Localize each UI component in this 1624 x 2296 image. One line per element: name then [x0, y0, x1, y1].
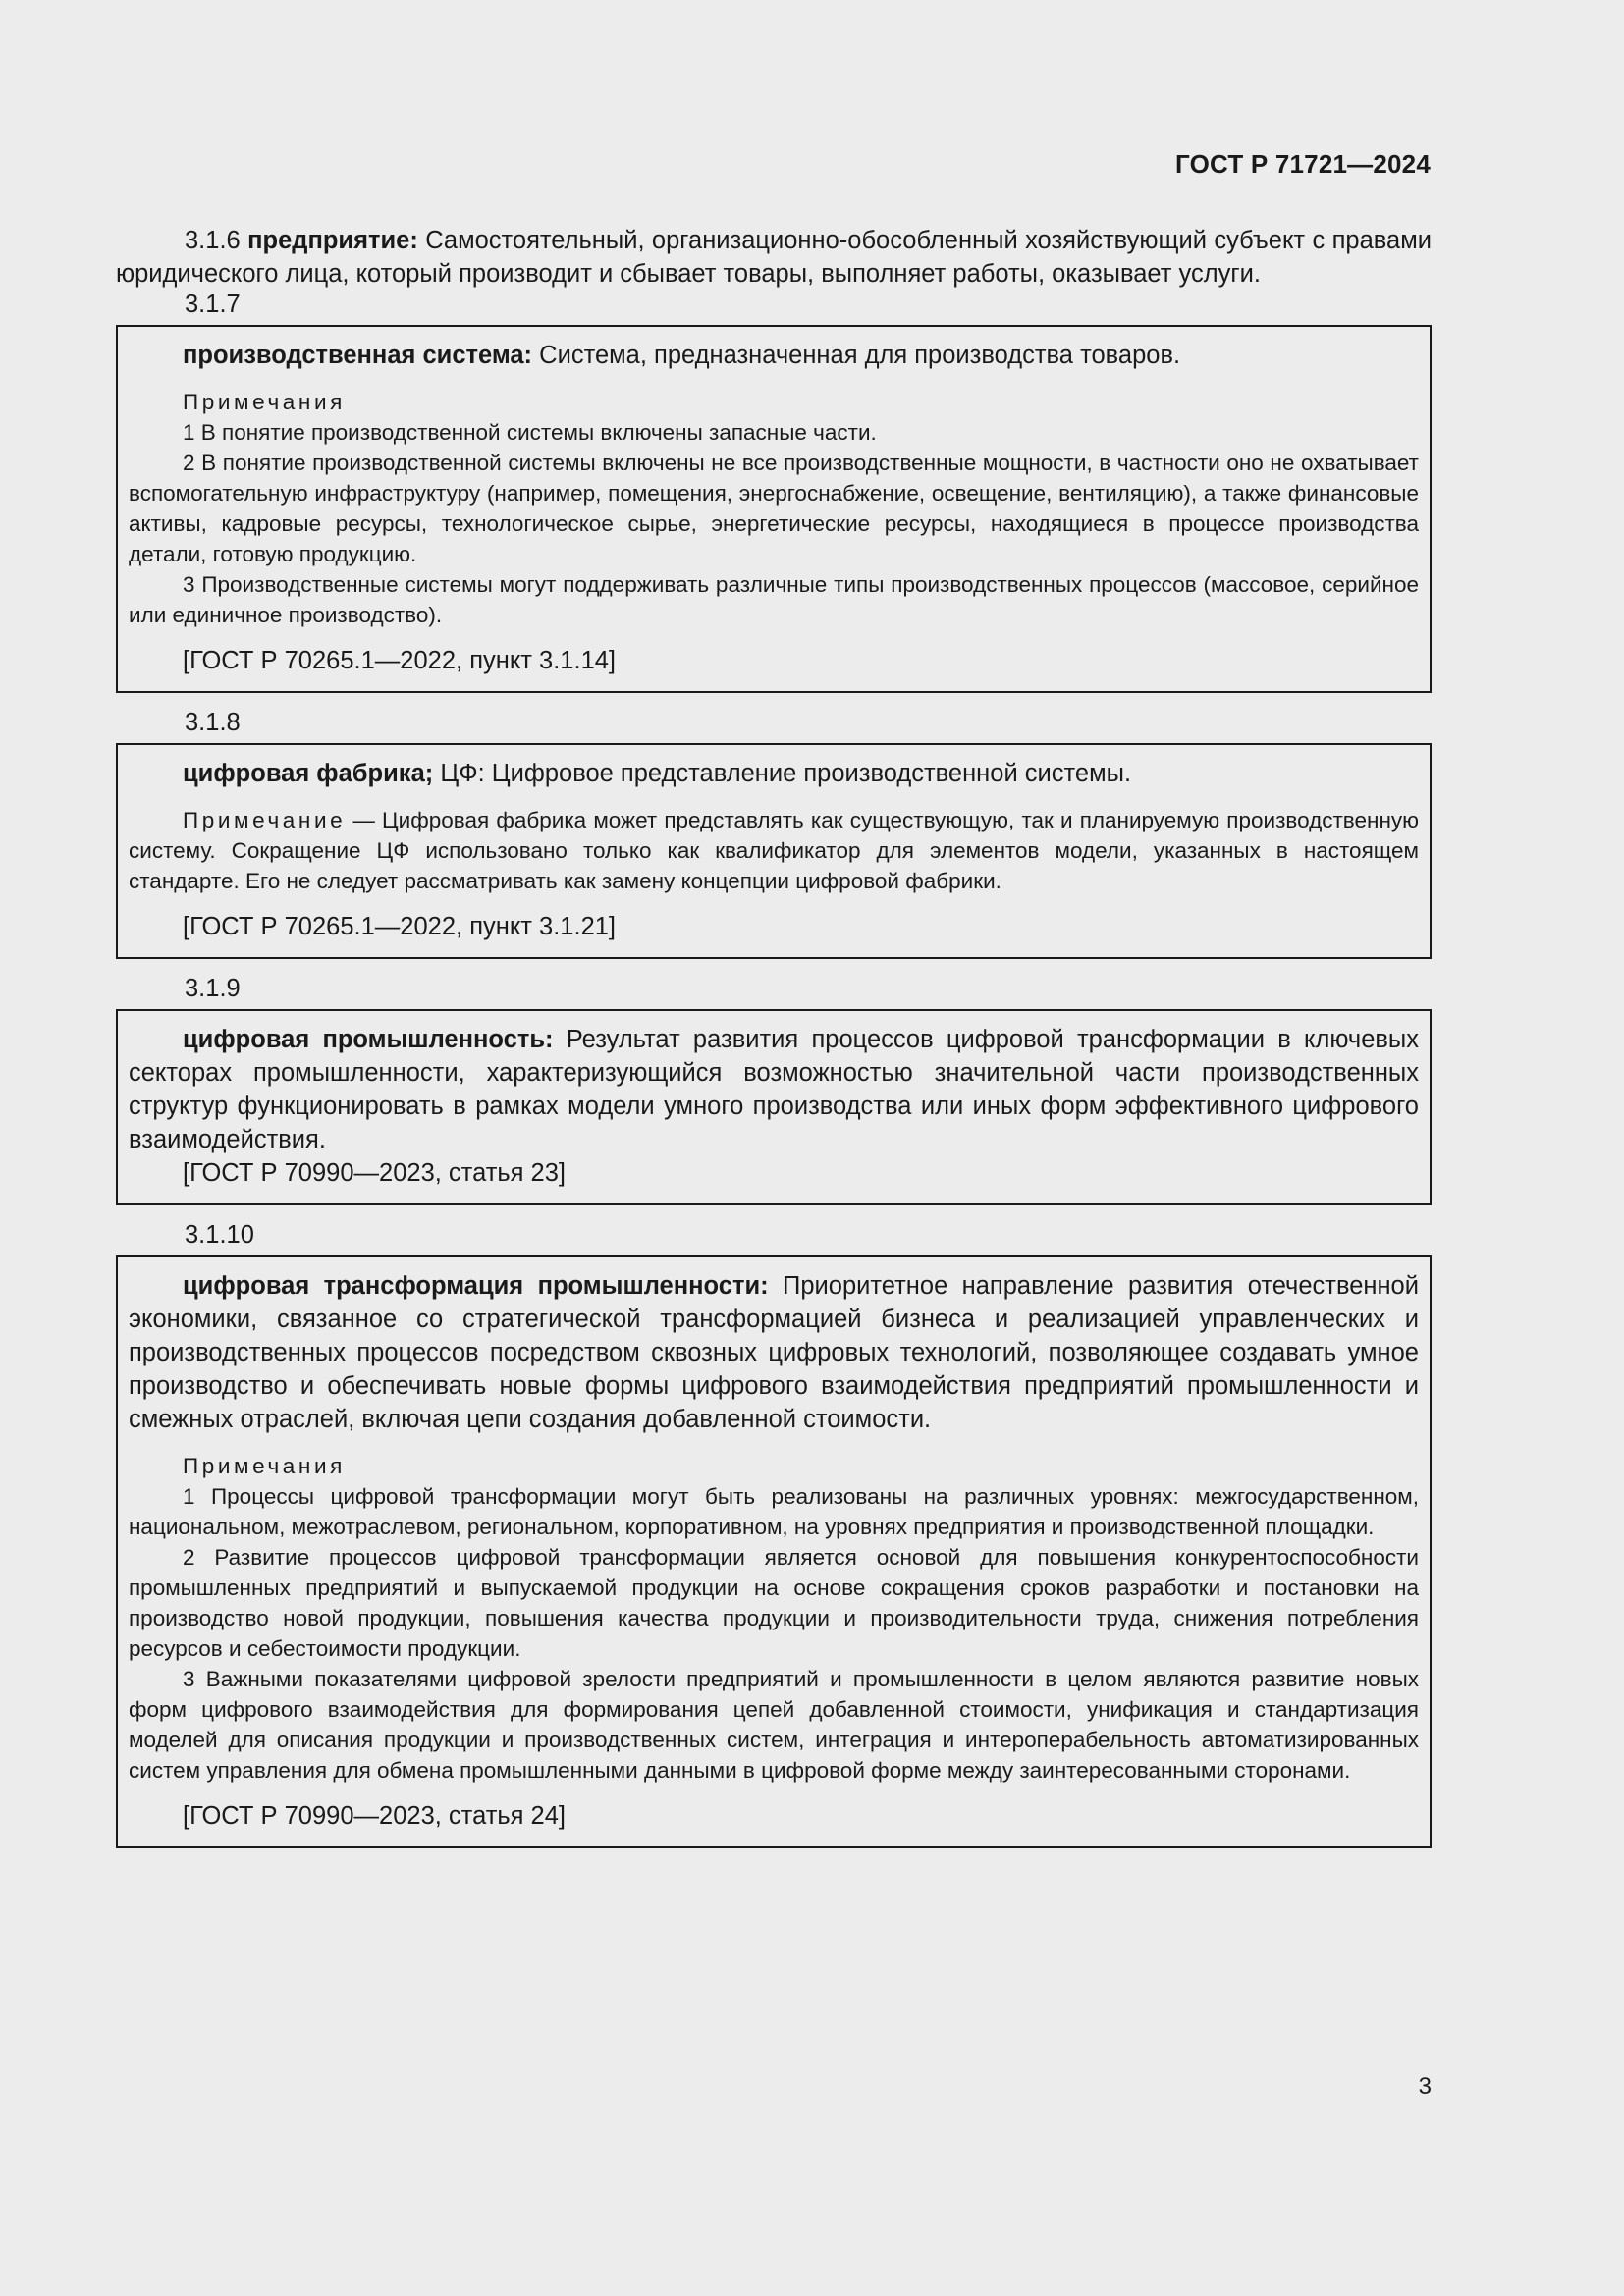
source-reference: [ГОСТ Р 70990—2023, статья 24]	[183, 1802, 566, 1830]
source-reference: [ГОСТ Р 70265.1—2022, пункт 3.1.21]	[183, 913, 617, 940]
term: цифровая промышленность:	[183, 1026, 554, 1053]
note-2: 2 Развитие процессов цифровой трансформации является основой для повышения конкурентоспособности промышленных предприятий и выпускаемой продукции на основе сокращения сроков разработки и постановки на производство новой продукции, повышения качества продукции и производительности труда, снижения потребления ресурсов и себестоимости продукции.	[129, 1545, 1419, 1661]
page-number: 3	[1418, 2073, 1432, 2100]
note-1: 1 Процессы цифровой трансформации могут быть реализованы на различных уровнях: межгосударственном, национальном, межотраслевом, региональном, корпоративном, на уровнях предприятия и производственной площадки.	[129, 1484, 1419, 1539]
note-label: Примечание	[183, 808, 347, 832]
term: предприятие:	[247, 227, 418, 254]
term-box-3-1-7	[116, 325, 1432, 693]
note	[129, 805, 1419, 896]
section-number-3-1-8: 3.1.8	[185, 709, 241, 736]
term-box-3-1-8	[116, 743, 1432, 959]
term-box-3-1-9	[116, 1009, 1432, 1205]
definition	[129, 1023, 1419, 1156]
definition	[129, 757, 1419, 790]
definition-text: Результат развития процессов цифровой трансформации в ключевых секторах промышленности, характеризующийся возможностью значительной части производственных структур функционировать в рамках модели умного производства или иных форм эффективного цифрового взаимодействия.	[129, 1026, 1420, 1153]
note-2: 2 В понятие производственной системы включены не все производственные мощности, в частности оно не охватывает вспомогательную инфраструктуру (например, помещения, энергоснабжение, освещение, вентиляцию), а также финансовые активы, кадровые ресурсы, технологическое сырье, энергетические ресурсы, находящиеся в процессе производства детали, готовую продукцию.	[129, 451, 1419, 566]
note-3: 3 Производственные системы могут поддерживать различные типы производственных процессов (массовое, серийное или единичное производство).	[129, 572, 1419, 627]
page-content	[116, 224, 1432, 1864]
note-1: 1 В понятие производственной системы включены запасные части.	[183, 420, 877, 445]
definition-text: Приоритетное направление развития отечественной экономики, связанное со стратегической трансформацией бизнеса и реализацией управленческих и производственных процессов посредством сквозных цифровых технологий, позволяющее создавать умное производство и обеспечивать новые формы цифрового взаимодействия предприятий промышленности и смежных отраслей, включая цепи создания добавленной стоимости.	[129, 1272, 1419, 1433]
section-number-3-1-7: 3.1.7	[185, 291, 241, 318]
definition	[129, 339, 1419, 372]
section-number-3-1-9: 3.1.9	[185, 975, 241, 1002]
term: цифровая фабрика;	[183, 760, 434, 787]
definition-text: ЦФ: Цифровое представление производственной системы.	[440, 760, 1132, 787]
note-text: — Цифровая фабрика может представлять как существующую, так и планируемую производственную систему. Сокращение ЦФ использовано только как квалификатор для элементов модели, указанных в настоящем стандарте. Его не следует рассматривать как замену концепции цифровой фабрики.	[129, 808, 1419, 893]
definition	[129, 1269, 1419, 1436]
notes-heading: Примечания	[183, 1454, 346, 1478]
section-number-3-1-10: 3.1.10	[185, 1221, 254, 1249]
section-3-1-6	[116, 224, 1432, 291]
source-reference: [ГОСТ Р 70990—2023, статья 23]	[183, 1159, 566, 1187]
document-code: ГОСТ Р 71721—2024	[1175, 149, 1431, 179]
term: цифровая трансформация промышленности:	[183, 1272, 769, 1300]
definition-text: Система, предназначенная для производства товаров.	[539, 342, 1181, 369]
term: производственная система:	[183, 342, 533, 369]
note-3: 3 Важными показателями цифровой зрелости предприятий и промышленности в целом являются развитие новых форм цифрового взаимодействия для формирования цепей добавленной стоимости, унификация и стандартизация моделей для описания продукции и производственных систем, интеграция и интероперабельность автоматизированных систем управления для обмена промышленными данными в цифровой форме между заинтересованными сторонами.	[129, 1667, 1419, 1783]
term-box-3-1-10	[116, 1255, 1432, 1848]
section-number: 3.1.6	[185, 227, 241, 254]
definition-text: Самостоятельный, организационно-обособленный хозяйствующий субъект с правами юридического лица, который производит и сбывает товары, выполняет работы, оказывает услуги.	[116, 227, 1432, 288]
notes-heading: Примечания	[183, 390, 346, 414]
source-reference: [ГОСТ Р 70265.1—2022, пункт 3.1.14]	[183, 647, 617, 674]
